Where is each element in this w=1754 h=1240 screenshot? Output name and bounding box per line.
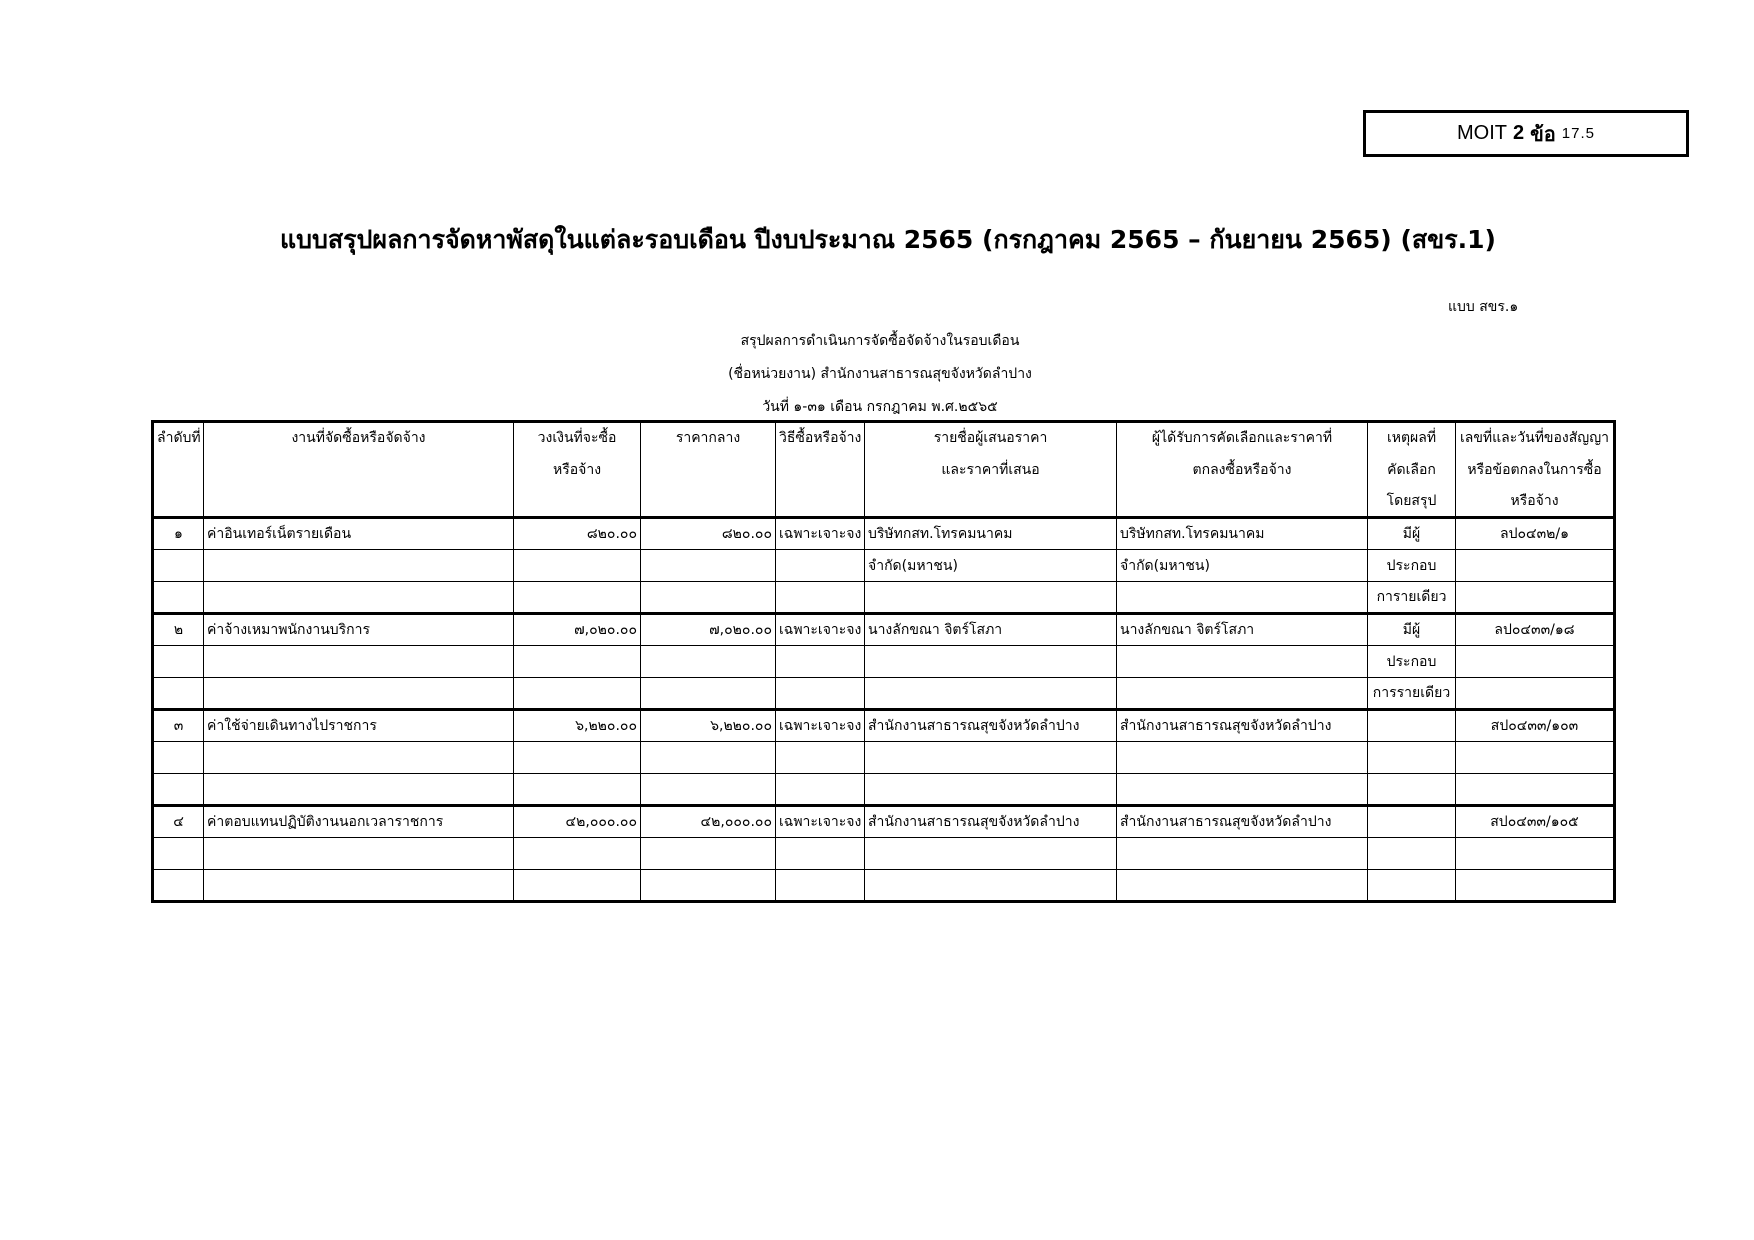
cell-item <box>204 774 514 806</box>
cell-method <box>776 582 865 614</box>
cell-median-price: ๔๒,๐๐๐.๐๐ <box>641 806 776 838</box>
cell-bidder <box>865 582 1117 614</box>
header-contract: เลขที่และวันที่ของสัญญา <box>1456 422 1615 454</box>
cell-method: เฉพาะเจาะจง <box>776 518 865 550</box>
cell-median-price: ๗,๐๒๐.๐๐ <box>641 614 776 646</box>
cell-winner: สำนักงานสาธารณสุขจังหวัดลำปาง <box>1117 710 1368 742</box>
cell-reason: ประกอบ <box>1368 646 1456 678</box>
cell-bidder <box>865 838 1117 870</box>
header-median-price-line2 <box>641 454 776 486</box>
cell-no <box>153 646 204 678</box>
cell-no <box>153 550 204 582</box>
table-header <box>153 422 1615 518</box>
header-budget: วงเงินที่จะซื้อ <box>514 422 641 454</box>
cell-budget <box>514 678 641 710</box>
cell-budget <box>514 838 641 870</box>
header-contract-line2: หรือข้อตกลงในการซื้อ <box>1456 454 1615 486</box>
cell-bidder <box>865 774 1117 806</box>
cell-no: ๓ <box>153 710 204 742</box>
cell-item: ค่าจ้างเหมาพนักงานบริการ <box>204 614 514 646</box>
cell-item: ค่าใช้จ่ายเดินทางไปราชการ <box>204 710 514 742</box>
cell-no: ๒ <box>153 614 204 646</box>
cell-median-price <box>641 838 776 870</box>
header-no-line2 <box>153 454 204 486</box>
cell-method: เฉพาะเจาะจง <box>776 710 865 742</box>
cell-reason <box>1368 774 1456 806</box>
cell-contract: สป๐๔๓๓/๑๐๓ <box>1456 710 1615 742</box>
moit-reference-box <box>1363 110 1689 157</box>
cell-contract: สป๐๔๓๓/๑๐๕ <box>1456 806 1615 838</box>
cell-budget <box>514 870 641 902</box>
cell-bidder: นางลักขณา จิตร์โสภา <box>865 614 1117 646</box>
cell-winner <box>1117 774 1368 806</box>
table-row <box>153 742 1615 774</box>
cell-median-price <box>641 550 776 582</box>
table-row <box>153 582 1615 614</box>
header-winner-line2: ตกลงซื้อหรือจ้าง <box>1117 454 1368 486</box>
cell-method <box>776 646 865 678</box>
cell-item <box>204 646 514 678</box>
header-bidders-line2: และราคาที่เสนอ <box>865 454 1117 486</box>
table-row <box>153 710 1615 742</box>
cell-item <box>204 550 514 582</box>
cell-budget <box>514 582 641 614</box>
cell-no: ๑ <box>153 518 204 550</box>
cell-no: ๔ <box>153 806 204 838</box>
cell-bidder: บริษัทกสท.โทรคมนาคม <box>865 518 1117 550</box>
cell-contract <box>1456 838 1615 870</box>
cell-bidder: จำกัด(มหาชน) <box>865 550 1117 582</box>
cell-median-price <box>641 646 776 678</box>
cell-contract <box>1456 678 1615 710</box>
table-row <box>153 550 1615 582</box>
header-no-line3 <box>153 486 204 518</box>
cell-bidder <box>865 870 1117 902</box>
header-method-line2 <box>776 454 865 486</box>
cell-reason: การรายเดียว <box>1368 678 1456 710</box>
cell-reason <box>1368 742 1456 774</box>
header-item-line2 <box>204 454 514 486</box>
table-row <box>153 646 1615 678</box>
cell-method <box>776 550 865 582</box>
cell-method <box>776 870 865 902</box>
cell-item <box>204 582 514 614</box>
cell-winner <box>1117 742 1368 774</box>
cell-budget <box>514 646 641 678</box>
moit-item-number: 17.5 <box>1561 125 1595 142</box>
cell-winner: จำกัด(มหาชน) <box>1117 550 1368 582</box>
procurement-table <box>151 420 1616 903</box>
header-item-line3 <box>204 486 514 518</box>
cell-median-price: ๖,๒๒๐.๐๐ <box>641 710 776 742</box>
cell-method <box>776 774 865 806</box>
table-body <box>153 518 1615 902</box>
cell-budget: ๘๒๐.๐๐ <box>514 518 641 550</box>
cell-reason: มีผู้ <box>1368 614 1456 646</box>
table-row <box>153 870 1615 902</box>
cell-bidder <box>865 678 1117 710</box>
cell-budget <box>514 774 641 806</box>
header-winner-line3 <box>1117 486 1368 518</box>
cell-median-price <box>641 742 776 774</box>
table-row <box>153 806 1615 838</box>
cell-reason <box>1368 710 1456 742</box>
header-median-price: ราคากลาง <box>641 422 776 454</box>
page-title: แบบสรุปผลการจัดหาพัสดุในแต่ละรอบเดือน ปีงบประมาณ 2565 (กรกฎาคม 2565 – กันยายน 2565) (สขร.1) <box>280 225 1496 254</box>
cell-budget: ๖,๒๒๐.๐๐ <box>514 710 641 742</box>
cell-item <box>204 678 514 710</box>
header-bidders-line3 <box>865 486 1117 518</box>
header-method-line3 <box>776 486 865 518</box>
cell-method: เฉพาะเจาะจง <box>776 806 865 838</box>
moit-number: 2 <box>1512 122 1525 144</box>
moit-prefix: MOIT <box>1456 122 1507 144</box>
table-row <box>153 678 1615 710</box>
cell-winner: บริษัทกสท.โทรคมนาคม <box>1117 518 1368 550</box>
table-row <box>153 838 1615 870</box>
cell-budget: ๗,๐๒๐.๐๐ <box>514 614 641 646</box>
cell-item <box>204 870 514 902</box>
cell-median-price <box>641 582 776 614</box>
cell-no <box>153 742 204 774</box>
cell-method <box>776 838 865 870</box>
header-reason: เหตุผลที่ <box>1368 422 1456 454</box>
table-row <box>153 518 1615 550</box>
header-no: ลำดับที่ <box>153 422 204 454</box>
cell-median-price <box>641 774 776 806</box>
cell-method <box>776 678 865 710</box>
cell-reason: การายเดียว <box>1368 582 1456 614</box>
header-item: งานที่จัดซื้อหรือจัดจ้าง <box>204 422 514 454</box>
cell-bidder: สำนักงานสาธารณสุขจังหวัดลำปาง <box>865 710 1117 742</box>
cell-reason: ประกอบ <box>1368 550 1456 582</box>
header-bidders: รายชื่อผู้เสนอราคา <box>865 422 1117 454</box>
cell-median-price: ๘๒๐.๐๐ <box>641 518 776 550</box>
cell-winner <box>1117 646 1368 678</box>
header-reason-line3: โดยสรุป <box>1368 486 1456 518</box>
cell-contract: ลป๐๔๓๒/๑ <box>1456 518 1615 550</box>
cell-method: เฉพาะเจาะจง <box>776 614 865 646</box>
cell-contract <box>1456 646 1615 678</box>
cell-no <box>153 678 204 710</box>
table-row <box>153 614 1615 646</box>
header-budget-line3 <box>514 486 641 518</box>
cell-contract <box>1456 550 1615 582</box>
cell-method <box>776 742 865 774</box>
cell-reason: มีผู้ <box>1368 518 1456 550</box>
cell-winner: นางลักขณา จิตร์โสภา <box>1117 614 1368 646</box>
cell-item <box>204 742 514 774</box>
cell-item <box>204 838 514 870</box>
cell-contract <box>1456 742 1615 774</box>
cell-reason <box>1368 870 1456 902</box>
cell-no <box>153 774 204 806</box>
cell-winner: สำนักงานสาธารณสุขจังหวัดลำปาง <box>1117 806 1368 838</box>
form-code: แบบ สขร.๑ <box>1448 299 1519 315</box>
cell-contract <box>1456 582 1615 614</box>
cell-contract <box>1456 774 1615 806</box>
cell-reason <box>1368 838 1456 870</box>
cell-median-price <box>641 870 776 902</box>
table-row <box>153 774 1615 806</box>
cell-winner <box>1117 838 1368 870</box>
cell-bidder <box>865 742 1117 774</box>
moit-item-word: ข้อ <box>1530 123 1556 146</box>
cell-budget: ๔๒,๐๐๐.๐๐ <box>514 806 641 838</box>
cell-no <box>153 870 204 902</box>
subtitle-date: วันที่ ๑-๓๑ เดือน กรกฎาคม พ.ศ.๒๕๖๕ <box>762 399 998 415</box>
cell-contract: ลป๐๔๓๓/๑๘ <box>1456 614 1615 646</box>
subtitle-summary: สรุปผลการดำเนินการจัดซื้อจัดจ้างในรอบเดือน <box>740 333 1020 349</box>
cell-reason <box>1368 806 1456 838</box>
header-method: วิธีซื้อหรือจ้าง <box>776 422 865 454</box>
cell-no <box>153 838 204 870</box>
cell-winner <box>1117 678 1368 710</box>
cell-winner <box>1117 582 1368 614</box>
header-median-price-line3 <box>641 486 776 518</box>
header-winner: ผู้ได้รับการคัดเลือกและราคาที่ <box>1117 422 1368 454</box>
cell-item: ค่าตอบแทนปฏิบัติงานนอกเวลาราชการ <box>204 806 514 838</box>
cell-bidder: สำนักงานสาธารณสุขจังหวัดลำปาง <box>865 806 1117 838</box>
header-budget-line2: หรือจ้าง <box>514 454 641 486</box>
subtitle-agency: (ชื่อหน่วยงาน) สำนักงานสาธารณสุขจังหวัดลำปาง <box>728 366 1032 382</box>
cell-bidder <box>865 646 1117 678</box>
cell-budget <box>514 550 641 582</box>
header-reason-line2: คัดเลือก <box>1368 454 1456 486</box>
cell-winner <box>1117 870 1368 902</box>
cell-contract <box>1456 870 1615 902</box>
cell-item: ค่าอินเทอร์เน็ตรายเดือน <box>204 518 514 550</box>
cell-median-price <box>641 678 776 710</box>
header-contract-line3: หรือจ้าง <box>1456 486 1615 518</box>
cell-no <box>153 582 204 614</box>
cell-budget <box>514 742 641 774</box>
